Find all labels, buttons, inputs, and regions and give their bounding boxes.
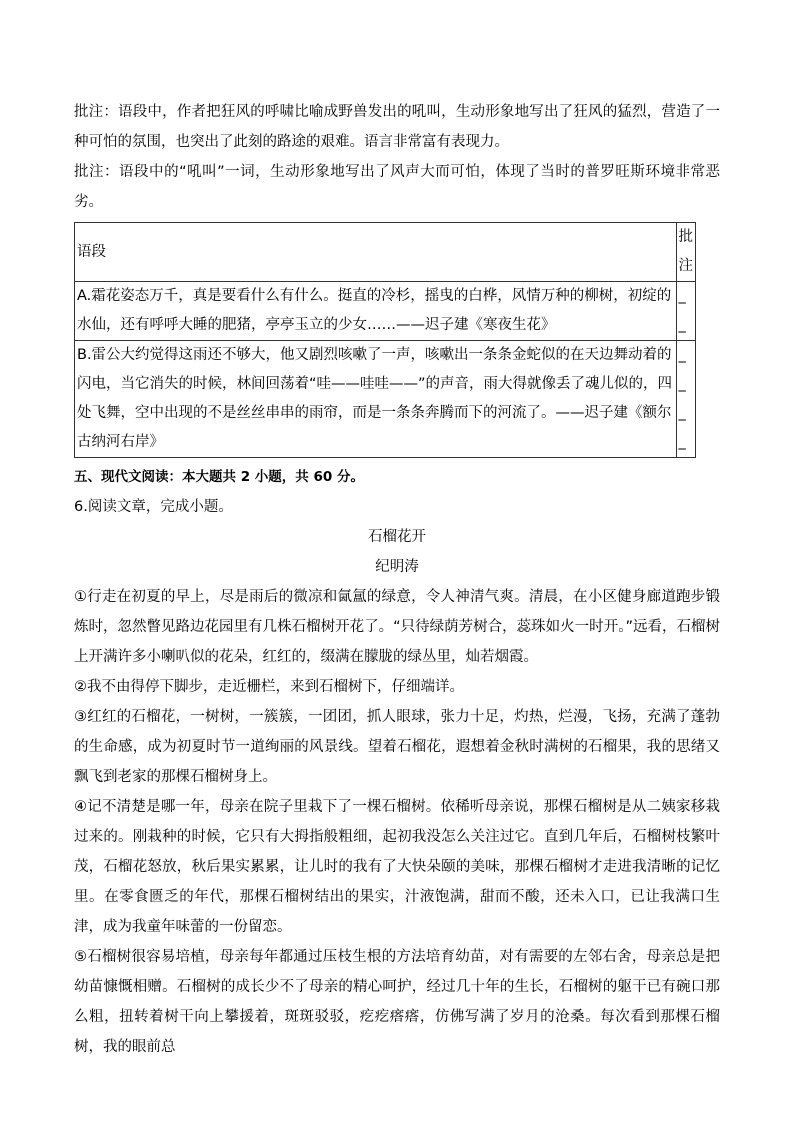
article-paragraph-5: ⑤石榴树很容易培植，母亲每年都通过压枝生根的方法培育幼苗，对有需要的左邻右舍，母亲总是把幼苗慷慨相赠。石榴树的成长少不了母亲的精心呵护，经过几十年的生长，石榴树的躯干已有碗口那么粗，扭转着树干向上攀援着，斑斑驳驳，疙疙瘩瘩，仿佛写满了岁月的沧桑。每次看到那棵石榴树，我的眼前总 bbox=[74, 949, 720, 1055]
table-header-row bbox=[75, 223, 696, 282]
table-row-b-blanks bbox=[676, 341, 696, 458]
article-paragraph-2: ②我不由得停下脚步，走近栅栏，来到石榴树下，仔细端详。 bbox=[74, 679, 464, 695]
annotation-note-1: 批注：语段中，作者把狂风的呼啸比喻成野兽发出的吼叫，生动形象地写出了狂风的猛烈，营造了一种可怕的氛围，也突出了此刻的路途的艰难。语言非常富有表现力。 bbox=[74, 104, 720, 150]
answer-blank: _ bbox=[678, 288, 686, 304]
table-row-a-text: A.霜花姿态万千，真是要看什么有什么。挺直的冷杉，摇曳的白桦，风情万种的柳树，初绽的水仙，还有呼呼大睡的肥猪，亭亭玉立的少女……——迟子建《寒夜生花》 bbox=[75, 282, 677, 341]
table-header-segment-label: 语段 bbox=[77, 244, 106, 260]
table-row bbox=[75, 341, 696, 458]
table-row-a-blanks bbox=[676, 282, 696, 341]
article-paragraph-4: ④记不清楚是哪一年，母亲在院子里栽下了一棵石榴树。依稀听母亲说，那棵石榴树是从二姨家移栽过来的。刚栽种的时候，它只有大拇指般粗细，起初我没怎么关注过它。直到几年后，石榴树枝繁叶茂，石榴花怒放，秋后果实累累，让儿时的我有了大快朵颐的美味，那棵石榴树才走进我清晰的记忆里。在零食匮乏的年代，那棵石榴树结出的果实，汁液饱满，甜而不酸，还未入口，已让我满口生津，成为我童年味蕾的一份留恋。 bbox=[74, 799, 720, 935]
annotation-note-2: 批注：语段中的“吼叫”一词，生动形象地写出了风声大而可怕，体现了当时的普罗旺斯环境非常恶劣。 bbox=[74, 164, 720, 210]
table-header-segment bbox=[75, 223, 677, 282]
table-row-b-text: B.雷公大约觉得这雨还不够大，他又剧烈咳嗽了一声，咳嗽出一条条金蛇似的在天边舞动着的闪电，当它消失的时候，林间回荡着“哇——哇哇——”的声音，雨大得就像丢了魂儿似的，四处飞舞，空中出现的不是丝丝串串的雨帘，而是一条条奔腾而下的河流了。——迟子建《额尔古纳河右岸》 bbox=[75, 341, 677, 458]
article-author: 纪明涛 bbox=[375, 559, 419, 575]
article-paragraph-1: ①行走在初夏的早上，尽是雨后的微凉和氤氲的绿意，令人神清气爽。清晨，在小区健身廊道跑步锻炼时，忽然瞥见路边花园里有几株石榴树开花了。“只待绿荫芳树合，蕊珠如火一时开。”远看，石榴树上开满许多小喇叭似的花朵，红红的，缀满在朦胧的绿丛里，灿若烟霞。 bbox=[74, 589, 720, 665]
answer-blank: _ bbox=[678, 347, 686, 363]
table-row bbox=[75, 282, 696, 341]
answer-blank: _ bbox=[678, 317, 686, 333]
table-header-note: 批注 bbox=[676, 223, 696, 282]
article-paragraph-3: ③红红的石榴花，一树树，一簇簇，一团团，抓人眼球，张力十足，灼热，烂漫，飞扬，充满了蓬勃的生命感，成为初夏时节一道绚丽的风景线。望着石榴花，遐想着金秋时满树的石榴果，我的思绪又飘飞到老家的那棵石榴树身上。 bbox=[74, 709, 720, 785]
answer-blank: _ bbox=[678, 434, 686, 450]
article-title: 石榴花开 bbox=[368, 529, 426, 545]
answer-blank: _ bbox=[678, 405, 686, 421]
document-content bbox=[74, 97, 720, 1062]
annotation-table bbox=[74, 222, 696, 458]
answer-blank: _ bbox=[678, 376, 686, 392]
section-heading: 五、现代文阅读：本大题共 2 小题，共 60 分。 bbox=[74, 469, 364, 485]
question-prompt: 6.阅读文章，完成小题。 bbox=[74, 499, 233, 515]
